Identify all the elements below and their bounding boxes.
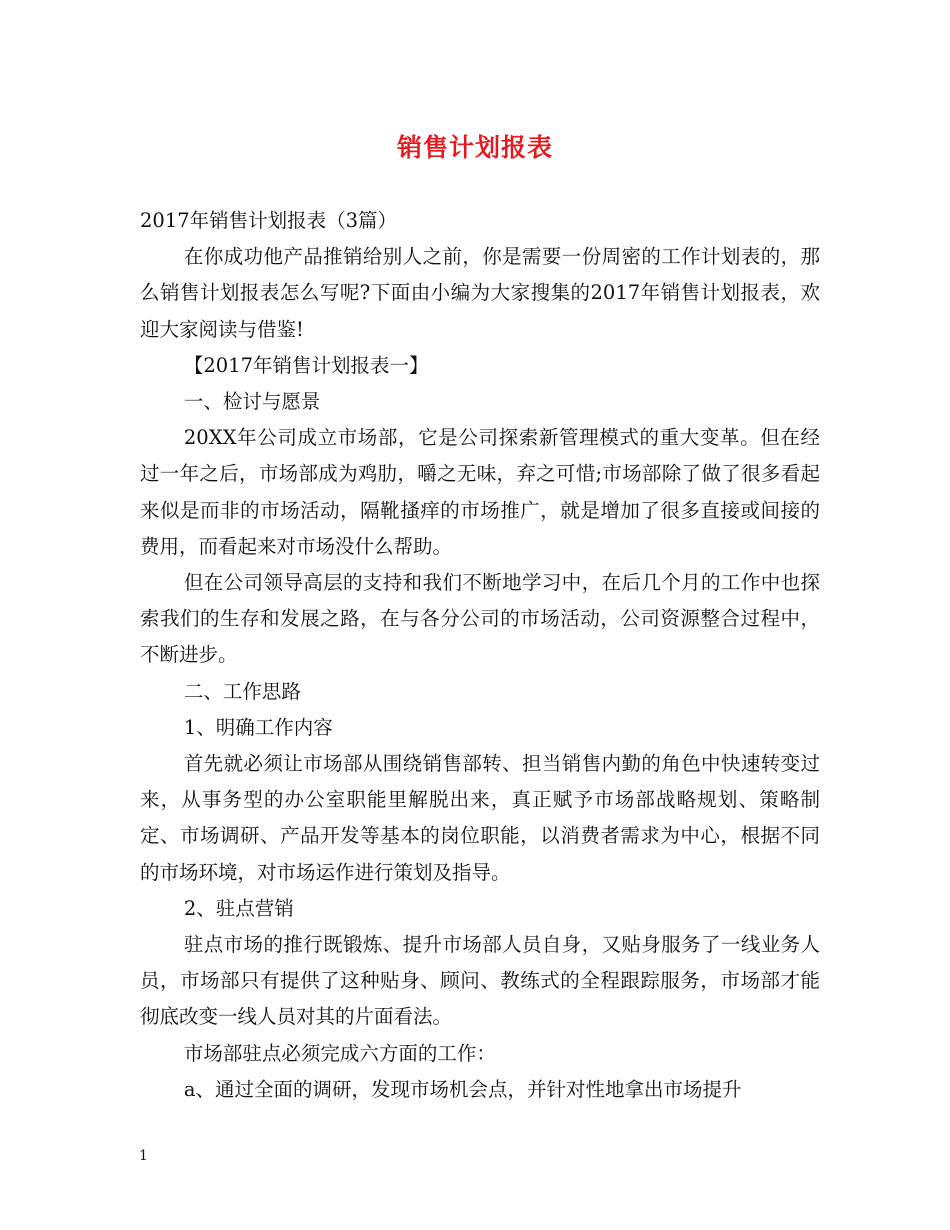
section-heading-work-ideas: 二、工作思路 — [183, 679, 301, 703]
paragraph-onsite-marketing: 驻点市场的推行既锻炼、提升市场部人员自身，又贴身服务了一线业务人员，市场部只有提供了这种贴身、顾问、教练式的全程跟踪服务，市场部才能彻底改变一线人员对其的片面看法。 — [140, 933, 820, 1029]
document-body — [140, 203, 820, 1108]
paragraph-review: 20XX年公司成立市场部，它是公司探索新管理模式的重大变革。但在经过一年之后，市场部成为鸡肋，嚼之无味，弃之可惜;市场部除了做了很多看起来似是而非的市场活动，隔靴搔痒的市场推广，就是增加了很多直接或间接的费用，而看起来对市场没什么帮助。 — [140, 426, 820, 558]
paragraph-work-content: 首先就必须让市场部从围绕销售部转、担当销售内勤的角色中快速转变过来，从事务型的办公室职能里解脱出来，真正赋予市场部战略规划、策略制定、市场调研、产品开发等基本的岗位职能，以消费者需求为中心，根据不同的市场环境，对市场运作进行策划及指导。 — [140, 752, 820, 884]
document-subtitle: 2017年销售计划报表（3篇） — [140, 209, 398, 232]
paragraph-support: 但在公司领导高层的支持和我们不断地学习中，在后几个月的工作中也探索我们的生存和发展之路，在与各分公司的市场活动，公司资源整合过程中，不断进步。 — [140, 571, 820, 667]
subheading-work-content: 1、明确工作内容 — [183, 715, 333, 739]
subheading-onsite-marketing: 2、驻点营销 — [183, 896, 294, 920]
document-title: 销售计划报表 — [396, 133, 553, 162]
paragraph-task-a: a、通过全面的调研，发现市场机会点，并针对性地拿出市场提升 — [183, 1077, 742, 1101]
paragraph-intro: 在你成功他产品推销给别人之前，你是需要一份周密的工作计划表的，那么销售计划报表怎么写呢?下面由小编为大家搜集的2017年销售计划报表，欢迎大家阅读与借鉴! — [140, 245, 820, 341]
page-number: 1 — [139, 1148, 148, 1164]
section-heading-report-one: 【2017年销售计划报表一】 — [183, 353, 429, 377]
section-heading-review: 一、检讨与愿景 — [183, 390, 321, 414]
paragraph-six-tasks: 市场部驻点必须完成六方面的工作： — [183, 1041, 496, 1065]
